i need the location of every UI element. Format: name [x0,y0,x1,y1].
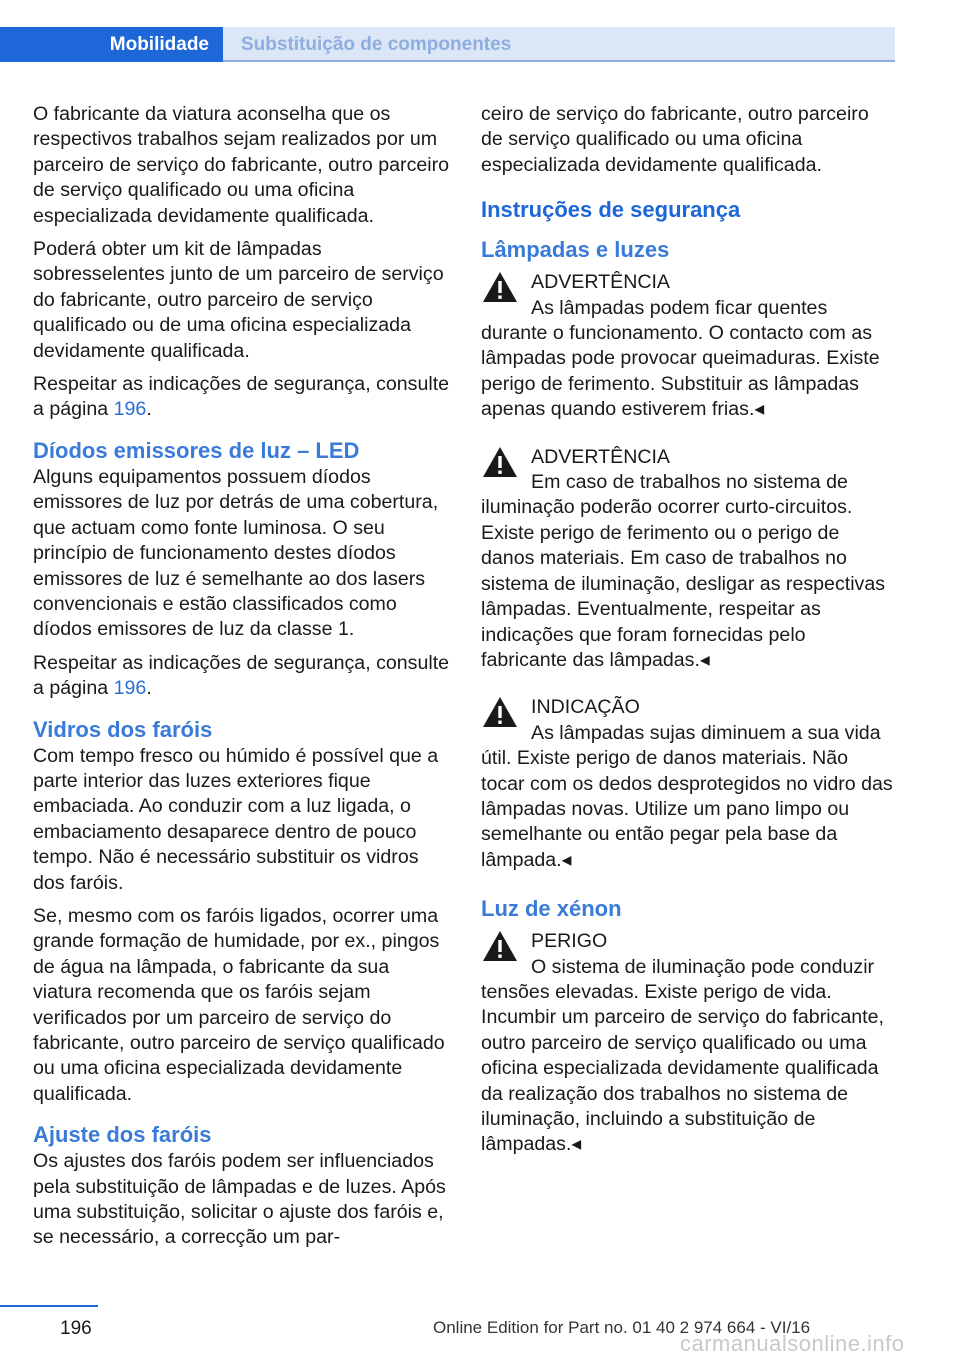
page-link-196[interactable]: 196 [113,398,147,421]
paragraph: O fabricante da viatura aconselha que os respectivos trabalhos sejam realizados por um parceiro de serviço do fabricante, outro parceiro de serviço qualificado ou uma oficina especializada devidamente qualificada. [33,103,450,227]
heading-luz-xenon: Luz de xénon [481,896,622,922]
notice-text: As lâmpadas sujas diminuem a sua vida útil. Existe perigo de danos materiais. Não tocar com os dedos desprotegidos no vidro das lâmpadas novas. Utilize um pano limpo ou semelhante ou então pegar pela base da lâmpada.◂ [481,721,893,871]
watermark: carmanualsonline.info [680,1331,905,1356]
edition-note: Online Edition for Part no. 01 40 2 974 664 - VI/16 [433,1318,811,1337]
left-column [33,102,451,1259]
notice-title: INDICAÇÃO [531,696,640,719]
paragraph-text: Respeitar as indicações de segurança, consulte a página [33,373,450,421]
heading-instrucoes-seguranca: Instruções de segurança [481,197,741,223]
paragraph: Poderá obter um kit de lâmpadas sobresselentes junto de um parceiro de serviço do fabricante, outro parceiro de serviço qualificado ou de uma oficina especializada devidamente qualificada. [33,238,444,362]
danger-text: O sistema de iluminação pode conduzir tensões elevadas. Existe perigo de vida. Incumbir um parceiro de serviço do fabricante, outro parceiro de serviço qualificado ou uma oficina especializada devidamente qualificada da realização dos trabalhos no sistema de iluminação, incluindo a substituição de lâmpadas.◂ [481,955,884,1156]
warning-text: Em caso de trabalhos no sistema de iluminação poderão ocorrer curto-circuitos. Existe perigo de ferimento ou o perigo de danos materiais. Em caso de trabalhos no sistema de iluminação, desligar as respectivas lâmpadas. Eventualmente, respeitar as indicações que foram fornecidas pelo fabricante das lâmpadas.◂ [481,471,886,671]
notice-block [481,695,895,873]
paragraph: Alguns equipamentos possuem díodos emissores de luz por detrás de uma cobertura, que actuam como fonte luminosa. O seu princípio de funcionamento destes díodos emissores de luz é semelhante ao dos lasers convencionais e estão classificados como díodos emissores de luz da classe 1. [33,465,439,641]
page-number: 196 [60,1318,92,1339]
paragraph: ceiro de serviço do fabricante, outro parceiro de serviço qualificado ou uma oficina especializada devidamente qualificada. [481,103,869,176]
warning-title: ADVERTÊNCIA [531,445,671,468]
page-header [0,0,960,64]
warning-triangle-icon [481,270,519,304]
paragraph-text: Respeitar as indicações de segurança, consulte a página [33,651,450,700]
warning-triangle-icon [481,445,519,479]
warning-block [481,270,895,422]
warning-text: As lâmpadas podem ficar quentes durante o funcionamento. O contacto com as lâmpadas pode provocar queimaduras. Existe perigo de ferimento. Substituir as lâmpadas apenas quando estiverem frias.◂ [481,296,880,421]
header-tab-substituicao: Substituição de componentes [223,27,895,62]
header-divider [223,60,895,62]
warning-triangle-icon [481,929,519,963]
paragraph: Com tempo fresco ou húmido é possível que a parte interior das luzes exteriores fique embaciada. Ao conduzir com a luz ligada, o embaciamento desaparece dentro de pouco tempo. Não é necessário substituir os vidros dos faróis. [33,744,439,894]
heading-ajuste: Ajuste dos faróis [33,1122,212,1148]
danger-block [481,929,895,1158]
danger-title: PERIGO [531,930,608,953]
warning-block [481,445,895,674]
paragraph: Os ajustes dos faróis podem ser influenciados pela substituição de lâmpadas e de luzes. Após uma substituição, solicitar o ajuste dos faróis e, se necessário, a correcção um par- [33,1150,446,1249]
right-column [481,102,895,1180]
heading-vidros: Vidros dos faróis [33,716,213,742]
page-link-196[interactable]: 196 [113,677,147,700]
paragraph-with-link: Respeitar as indicações de segurança, consulte a página 196. [33,651,450,700]
paragraph: Se, mesmo com os faróis ligados, ocorrer uma grande formação de humidade, por ex., pingos de água na lâmpada, o fabricante da sua viatura recomenda que os faróis sejam verificados por um parceiro de serviço do fabricante, outro parceiro de serviço qualificado ou uma oficina especializada devidamente qualificada. [33,904,445,1105]
warning-title: ADVERTÊNCIA [531,271,671,294]
footer-divider [0,1305,98,1307]
warning-triangle-icon [481,695,519,729]
heading-led: Díodos emissores de luz – LED [33,437,360,463]
heading-lampadas-luzes: Lâmpadas e luzes [481,237,670,263]
paragraph-with-link: Respeitar as indicações de segurança, consulte a página 196. [33,373,450,421]
header-tab-mobilidade: Mobilidade [0,27,223,62]
